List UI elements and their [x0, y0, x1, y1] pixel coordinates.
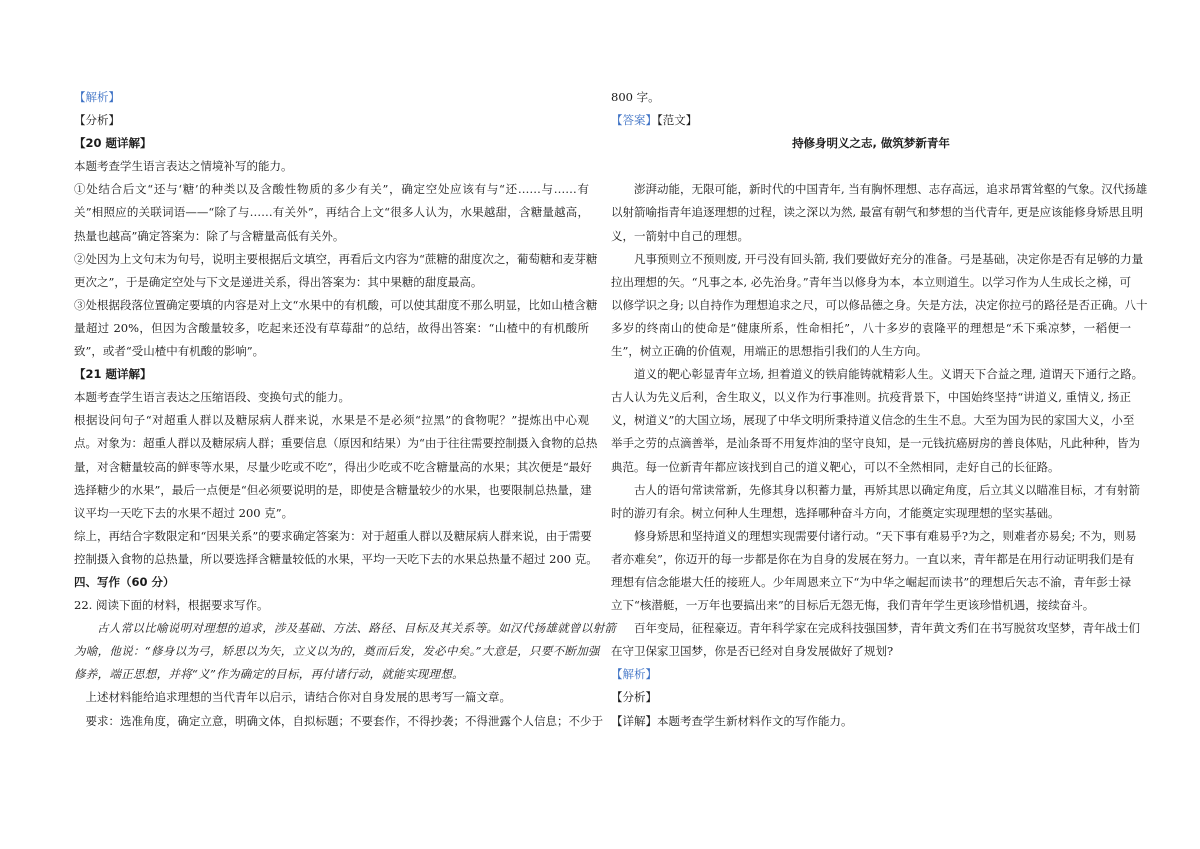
essay-line: 古人的语句常读常新，先修其身以积蓄力量，再矫其思以确定角度，后立其义以瞄准目标，才有射箭: [634, 482, 1140, 497]
fenxi-label: 【分析】: [74, 113, 120, 128]
text-line: ③处根据段落位置确定要填的内容是对上文“水果中的有机酸，可以使其甜度不那么明显，比如山楂含糖: [74, 297, 598, 312]
essay-line: 典范。每一位新青年都应该找到自己的道义靶心，可以不全然相同，走好自己的长征路。: [611, 459, 1060, 474]
material-line: 为喻，他说：“修身以为弓，矫思以为矢，立义以为的，奠而后发，发必中矣。”大意是，只要不断加强: [74, 644, 600, 659]
left-column: [74, 86, 617, 733]
essay-line: 以修学识之身; 以自持作为理想追求之尺，可以修品德之身。矢是方法，决定你拉弓的路径是否正确。八十: [611, 297, 1148, 312]
essay-line: 道义的靶心彰显青年立场, 担着道义的铁肩能铸就精彩人生。义谓天下合益之理, 道谓天下通行之路。: [634, 367, 1144, 382]
essay-title: 持修身明义之志, 做筑梦新青年: [792, 136, 950, 151]
jiexi-label-right: 【解析】: [611, 667, 657, 682]
text-line: 关”相照应的关联词语——“除了与……有关外”，再结合上文“很多人认为，水果越甜，含糖量越高，: [74, 205, 589, 220]
fanwen-label: 【范文】: [657, 113, 698, 128]
answer-row: [611, 109, 1131, 132]
text-line: 量超过 20%，但因为含酸量较多，吃起来还没有草莓甜”的总结，故得出答案：“山楂中的有机酸所: [74, 320, 589, 335]
writing-requirements: 要求：选准角度，确定立意，明确文体，自拟标题；不要套作，不得抄袭；不得泄露个人信息；不少于: [85, 713, 603, 728]
answer-label: 【答案】: [611, 113, 657, 128]
question-22: 22. 阅读下面的材料，根据要求写作。: [74, 598, 269, 613]
text-line: 更次之”，于是确定空处与下文是递进关系，得出答案为：其中果糖的甜度最高。: [74, 274, 483, 289]
text-line: 点。对象为：超重人群以及糖尿病人群；重要信息（原因和结果）为“由于往往需要控制摄入食物的总热: [74, 436, 598, 451]
text-line: 综上，再结合字数限定和“因果关系”的要求确定答案为：对于超重人群以及糖尿病人群来说，由于需要: [74, 528, 592, 543]
essay-line: 义，树道义”的大国立场，展现了中华文明所秉持道义信念的生生不息。大至为国为民的家国大义，小至: [611, 413, 1135, 428]
essay-line: 百年变局，征程豪迈。青年科学家在完成科技强国梦，青年黄文秀们在书写脱贫攻坚梦，青年战士们: [634, 621, 1140, 636]
essay-line: 举手之劳的点滴善举，是汕条哥不用复炸油的坚守良知，是一元钱抗癌厨房的善良体贴，凡此种种，皆为: [611, 436, 1140, 451]
text-line: 议平均一天吃下去的水果不超过 200 克”。: [74, 505, 294, 520]
essay-line: 者亦难矣”，你迈开的每一步都是你在为自身的发展在努力。一直以来，青年都是在用行动证明我们是有: [611, 551, 1135, 566]
detail-line: 【详解】本题考查学生新材料作文的写作能力。: [611, 713, 853, 728]
essay-line: 义，一箭射中自己的理想。: [611, 228, 749, 243]
essay-line: 修身矫思和坚持道义的理想实现需要付诸行动。“天下事有难易乎?为之，则难者亦易矣; 不为，则易: [634, 528, 1137, 543]
writing-prompt: 上述材料能给追求理想的当代青年以启示，请结合你对自身发展的思考写一篇文章。: [85, 690, 511, 705]
q20-intro: 本题考查学生语言表达之情境补写的能力。: [74, 159, 293, 174]
text-line: ②处因为上文句末为句号，说明主要根据后文填空，再看后文内容为“蔗糖的甜度次之，葡萄糖和麦芽糖: [74, 251, 598, 266]
essay-line: 凡事预则立不预则废, 开弓没有回头箭, 我们要做好充分的准备。弓是基础，决定你是否有足够的力量: [634, 251, 1144, 266]
essay-line: 以射箭喻指青年追逐理想的过程，读之深以为然, 最富有朝气和梦想的当代青年, 更是应该能修身矫思且明: [611, 205, 1144, 220]
material-line: 修养，端正思想，并将“义”作为确定的目标，再付诸行动，就能实现理想。: [74, 667, 464, 682]
essay-line: 多岁的终南山的使命是“健康所系，性命相托”，八十多岁的袁隆平的理想是“禾下乘凉梦，一稻便一: [611, 320, 1131, 335]
essay-line: 生”，树立正确的价值观，用端正的思想指引我们的人生方向。: [611, 344, 928, 359]
text-line: 致”，或者“受山楂中有机酸的影响”。: [74, 344, 265, 359]
word-count: 800 字。: [611, 90, 660, 104]
essay-line: 时的游刃有余。树立何种人生理想，选择哪种奋斗方向，才能奠定实现理想的坚实基础。: [611, 505, 1060, 520]
essay-line: 澎湃动能，无限可能，新时代的中国青年, 当有胸怀理想、志存高远，追求昂霄耸壑的气象。汉代扬雄: [634, 182, 1148, 197]
text-line: 选择糖少的水果”，最后一点便是“但必须要说明的是，即使是含糖量较少的水果，也要限制总热量，建: [74, 482, 592, 497]
fenxi-label-right: 【分析】: [611, 690, 657, 705]
text-line: 量，对含糖量较高的鲜枣等水果，尽量少吃或不吃”，得出少吃或不吃含糖量高的水果；其次便是“最好: [74, 459, 592, 474]
text-line: ①处结合后文“还与‘糖’的种类以及含酸性物质的多少有关”，确定空处应该有与“还……与……有: [74, 182, 589, 197]
q21-heading: 【21 题详解】: [74, 367, 152, 382]
text-line: 热量也越高”确定答案为：除了与含糖量高低有关外。: [74, 228, 345, 243]
right-column: [611, 86, 1148, 733]
jiexi-label: 【解析】: [74, 90, 120, 104]
essay-line: 立下“核潜艇，一万年也要搞出来”的目标后无怨无悔，我们青年学生更该珍惜机遇，接续奋斗。: [611, 598, 1095, 613]
essay-line: 古人认为先义后利，舍生取义，以义作为行事准则。抗疫背景下，中国始终坚持“讲道义, 重情义, 扬正: [611, 390, 1131, 405]
q21-intro: 本题考查学生语言表达之压缩语段、变换句式的能力。: [74, 390, 350, 405]
essay-line: 在守卫保家卫国梦，你是否已经对自身发展做好了规划?: [611, 644, 894, 659]
material-line: 古人常以比喻说明对理想的追求，涉及基础、方法、路径、目标及其关系等。如汉代扬雄就曾以射箭: [97, 621, 617, 636]
text-line: 根据设问句子“对超重人群以及糖尿病人群来说，水果是不是必须“拉黑”的食物呢？”提炼出中心观: [74, 413, 589, 428]
essay-line: 理想有信念能堪大任的接班人。少年周恩来立下“为中华之崛起而读书”的理想后矢志不渝，青年彭士禄: [611, 574, 1131, 589]
text-line: 控制摄入食物的总热量，所以要选择含糖量较低的水果，平均一天吃下去的水果总热量不超过 200 克。: [74, 551, 598, 566]
q20-heading: 【20 题详解】: [74, 136, 152, 151]
essay-line: 拉出理想的矢。“凡事之本, 必先治身。”青年当以修身为本，本立则道生。以学习作为人生成长之梯，可: [611, 274, 1131, 289]
section-heading-writing: 四、写作（60 分）: [74, 574, 175, 589]
